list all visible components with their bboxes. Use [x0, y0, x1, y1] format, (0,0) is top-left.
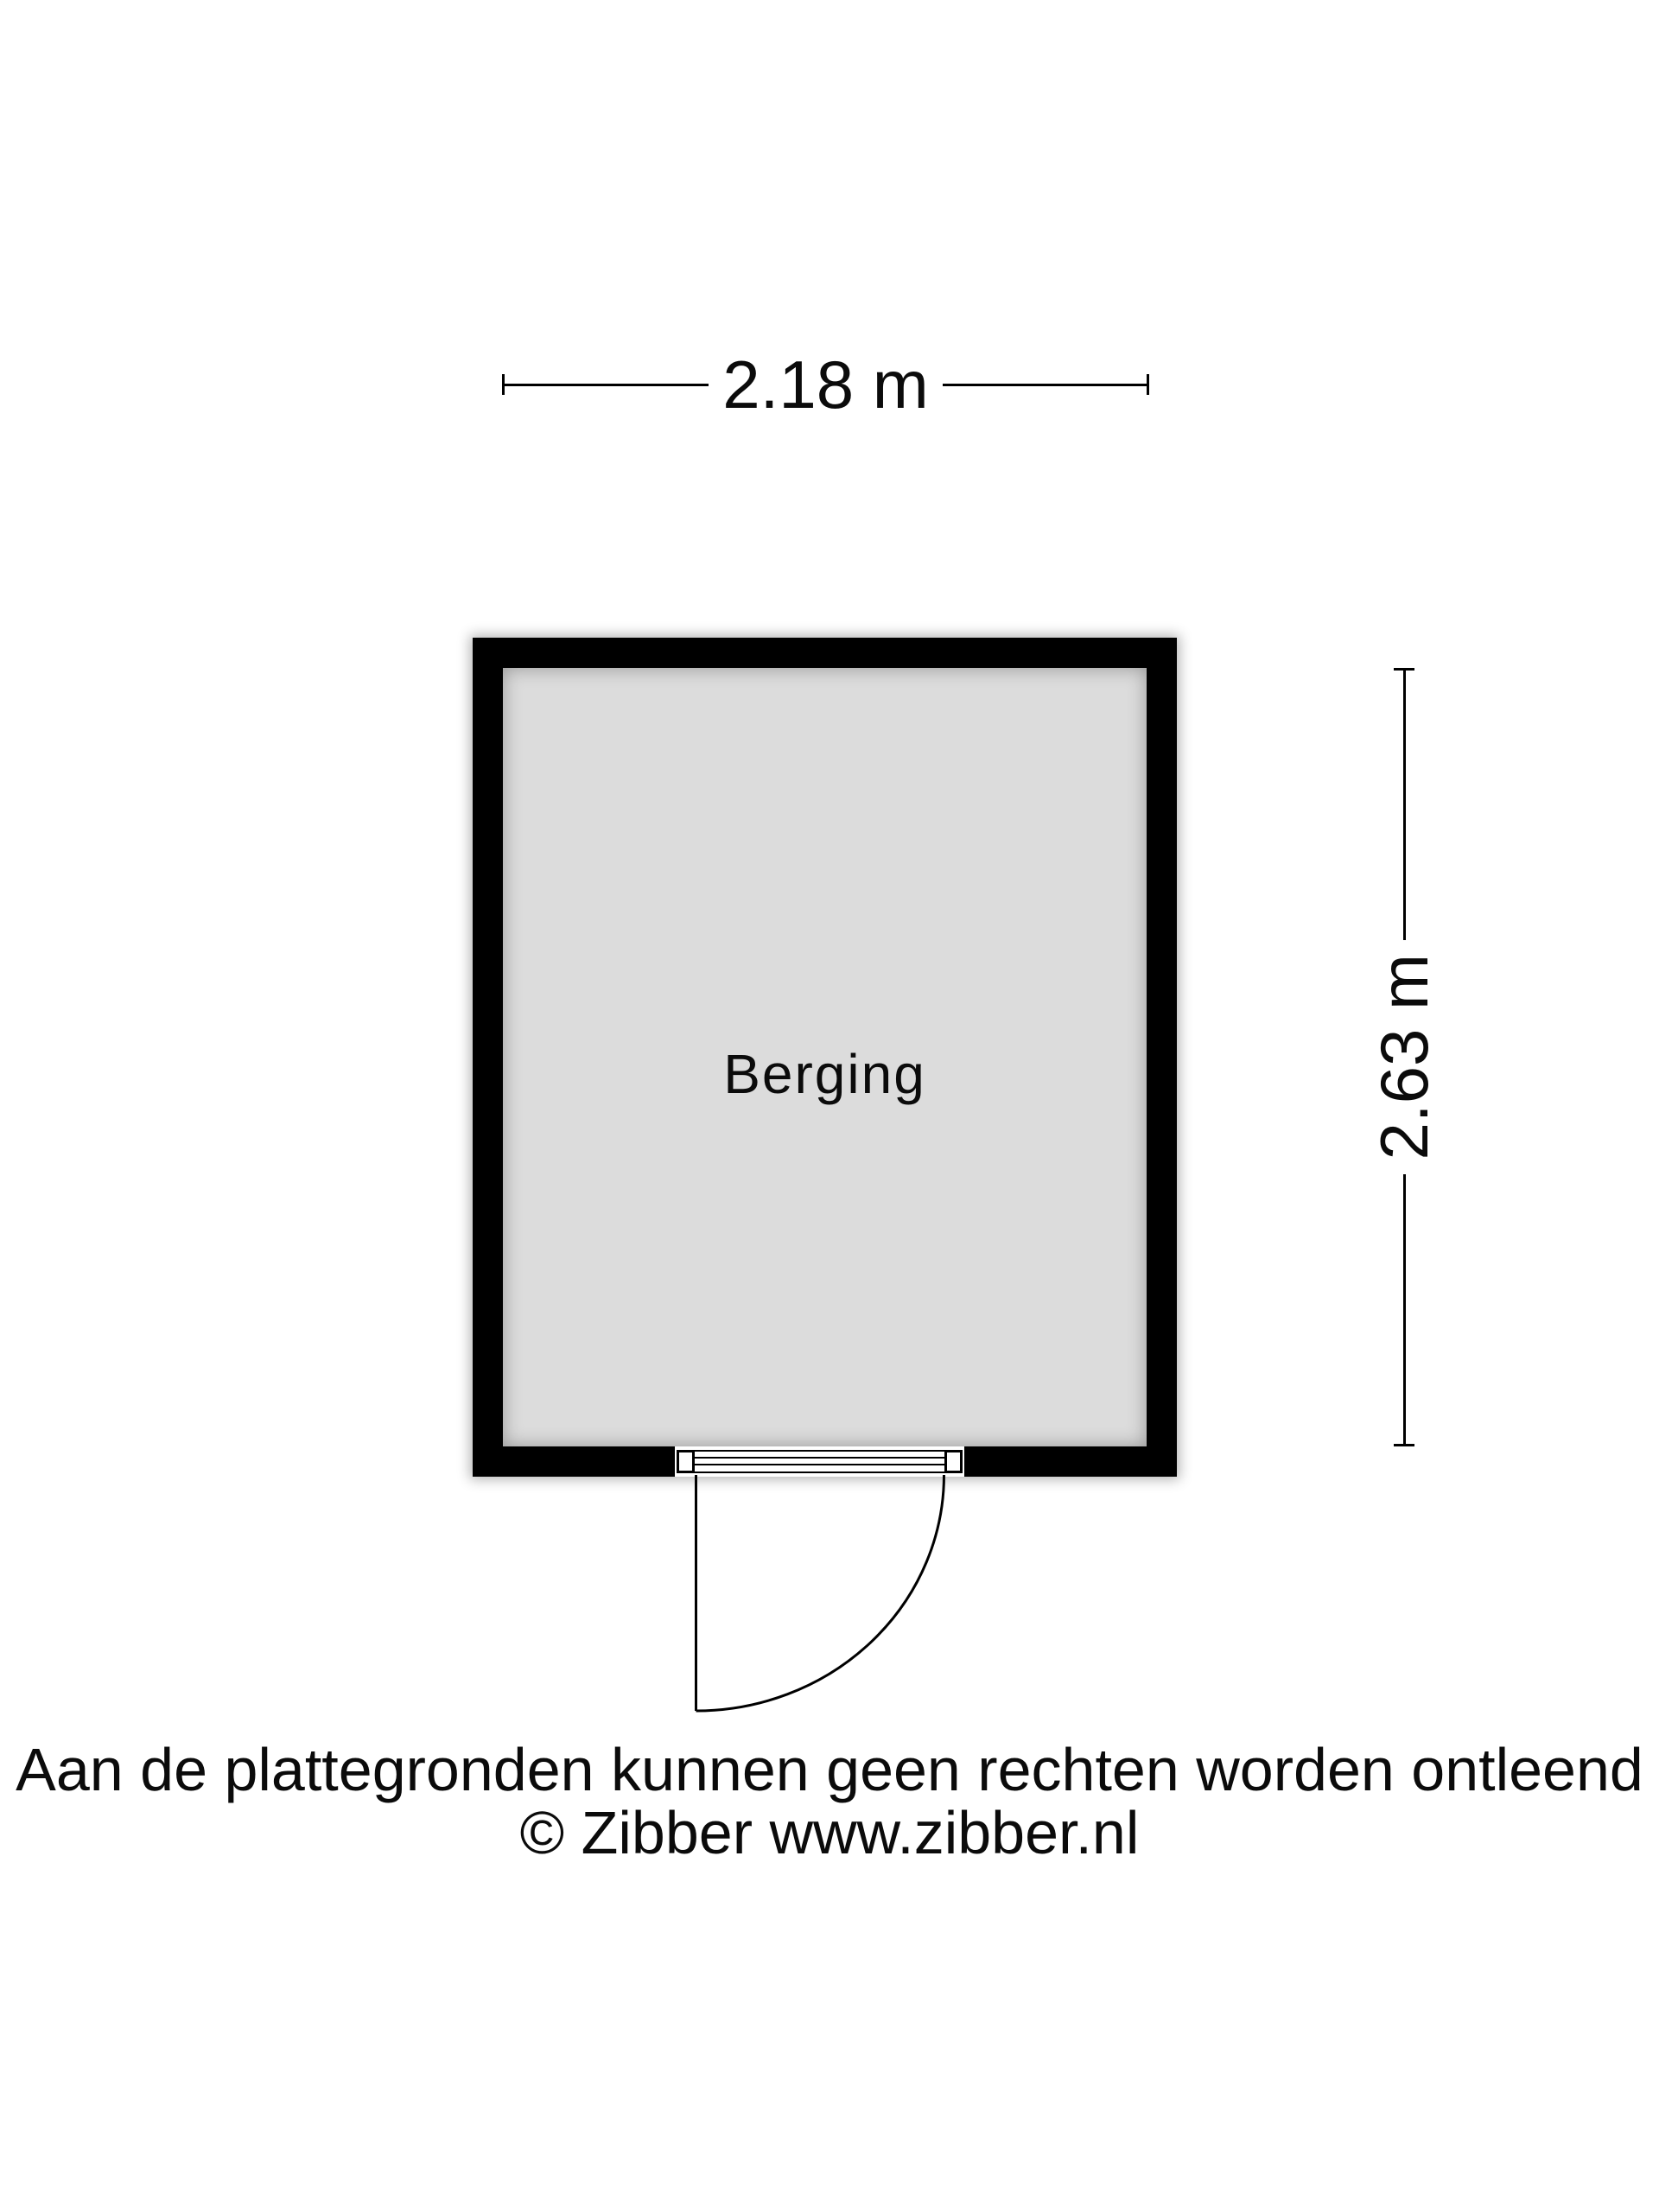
dimension-end-tick: [1394, 1444, 1414, 1446]
width-dimension-label: 2.18 m: [722, 346, 929, 423]
door-jamb-right: [944, 1450, 963, 1473]
door-threshold: [695, 1450, 945, 1473]
dimension-line-segment: [1403, 671, 1406, 940]
copyright-text: © Zibber www.zibber.nl: [519, 1799, 1140, 1866]
height-dimension: [1366, 668, 1442, 1446]
room-berging: [473, 638, 1177, 1477]
room-floor: [503, 668, 1147, 1446]
room-label: Berging: [723, 1042, 926, 1105]
door-swing-symbol: [694, 1475, 946, 1713]
dimension-end-tick: [1147, 374, 1149, 395]
door-jamb-left: [677, 1450, 695, 1473]
height-dimension-label: 2.63 m: [1366, 954, 1442, 1160]
footer: [0, 1738, 1659, 1865]
door-arc: [696, 1475, 944, 1711]
dimension-line-segment: [505, 384, 709, 386]
disclaimer-text: Aan de plattegronden kunnen geen rechten worden ontleend: [16, 1736, 1643, 1803]
width-dimension: [502, 346, 1149, 423]
dimension-line-segment: [1403, 1174, 1406, 1444]
door-opening: [675, 1446, 964, 1477]
dimension-line-segment: [943, 384, 1147, 386]
